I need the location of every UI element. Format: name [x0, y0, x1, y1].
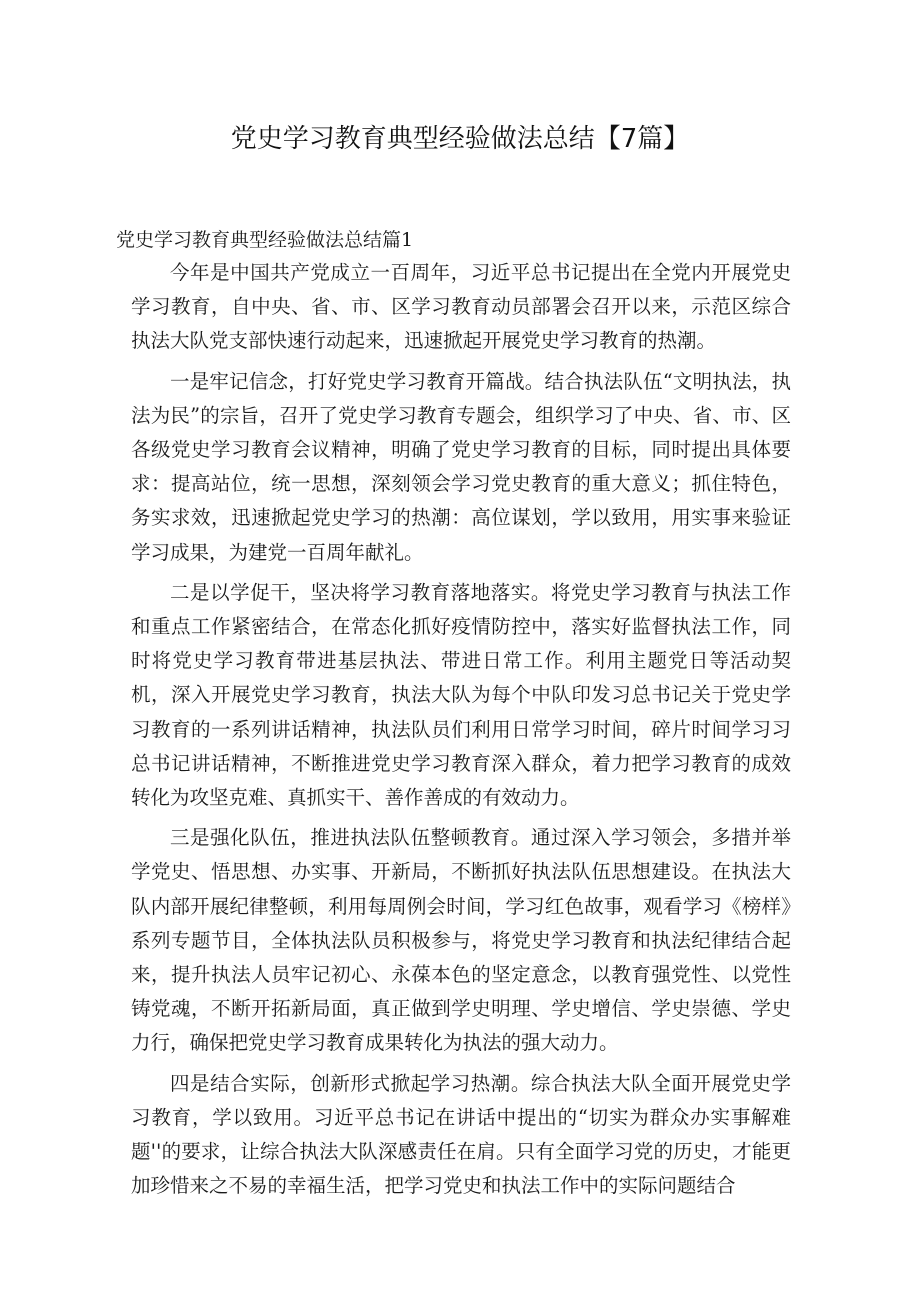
paragraph-point-4: 四是结合实际，创新形式掀起学习热潮。综合执法大队全面开展党史学习教育，学以致用。习近平总书记在讲话中提出的“切实为群众办实事解难题''的要求，让综合执法大队深感责任在肩。只有全面学习党的历史，才能更加珍惜来之不易的幸福生活，把学习党史和执法工作中的实际问题结合 [131, 1071, 791, 1198]
document-title: 党史学习教育典型经验做法总结【7篇】 [230, 124, 690, 154]
paragraph-point-2: 二是以学促干，坚决将学习教育落地落实。将党史学习教育与执法工作和重点工作紧密结合，在常态化抓好疫情防控中，落实好监督执法工作，同时将党史学习教育带进基层执法、带进日常工作。利用主题党日等活动契机，深入开展党史学习教育，执法大队为每个中队印发习总书记关于党史学习教育的一系列讲话精神，执法队员们利用日常学习时间，碎片时间学习习总书记讲话精神，不断推进党史学习教育深入群众，着力把学习教育的成效转化为攻坚克难、真抓实干、善作善成的有效动力。 [131, 580, 791, 810]
section-heading: 党史学习教育典型经验做法总结篇1 [116, 229, 414, 251]
document-body [131, 256, 791, 1209]
paragraph-point-1: 一是牢记信念，打好党史学习教育开篇战。结合执法队伍“文明执法，执法为民”的宗旨，召开了党史学习教育专题会，组织学习了中央、省、市、区各级党史学习教育会议精神，明确了党史学习教育的目标，同时提出具体要求：提高站位，统一思想，深刻领会学习党史教育的重大意义；抓住特色，务实求效，迅速掀起党史学习的热潮：高位谋划，学以致用，用实事来验证学习成果，为建党一百周年献礼。 [131, 369, 791, 564]
paragraph-intro: 今年是中国共产党成立一百周年，习近平总书记提出在全党内开展党史学习教育，自中央、省、市、区学习教育动员部署会召开以来，示范区综合执法大队党支部快速行动起来，迅速掀起开展党史学习教育的热潮。 [131, 261, 791, 353]
paragraph-point-3: 三是强化队伍，推进执法队伍整顿教育。通过深入学习领会，多措并举学党史、悟思想、办实事、开新局，不断抓好执法队伍思想建设。在执法大队内部开展纪律整顿，利用每周例会时间，学习红色故事，观看学习《榜样》系列专题节目，全体执法队员积极参与，将党史学习教育和执法纪律结合起来，提升执法人员牢记初心、永葆本色的坚定意念，以教育强党性、以党性铸党魂，不断开拓新局面，真正做到学史明理、学史增信、学史崇德、学史力行，确保把党史学习教育成果转化为执法的强大动力。 [131, 826, 791, 1055]
